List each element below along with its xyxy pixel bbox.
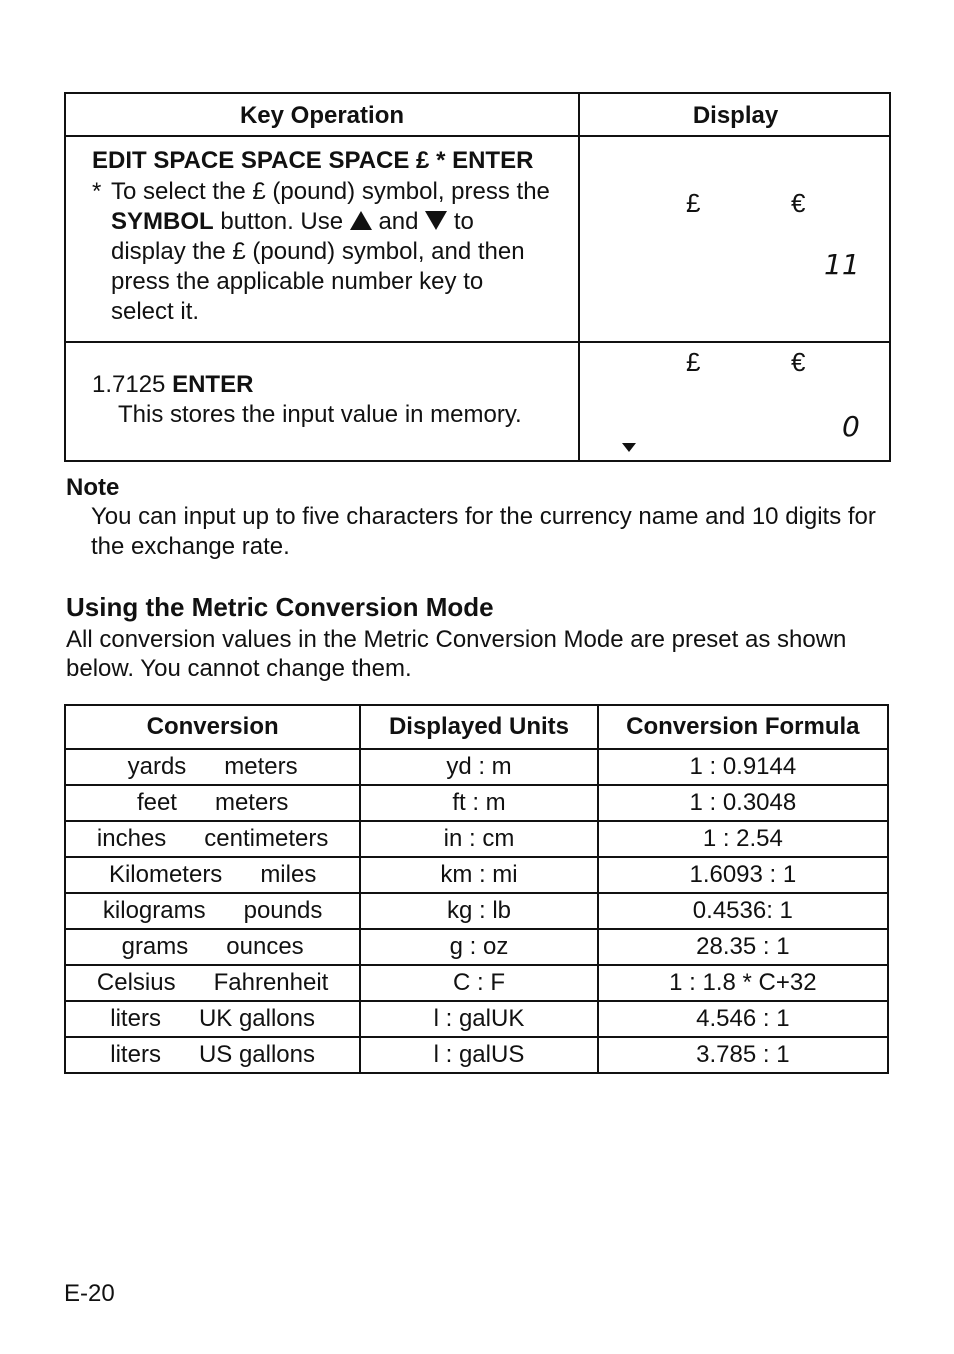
formula-cell: 1.6093 : 1	[598, 857, 888, 893]
section-text-line-1: All conversion values in the Metric Conversion Mode are preset as shown	[66, 626, 847, 653]
row-divider	[66, 341, 889, 343]
header-key-operation: Key Operation	[239, 102, 405, 129]
note-line-4: press the applicable number key to	[111, 268, 484, 295]
unit-from: Kilometers	[108, 861, 223, 888]
note-line-1: To select the £ (pound) symbol, press the	[111, 178, 550, 205]
unit-from: liters	[110, 1005, 161, 1032]
edit-command: EDIT SPACE SPACE SPACE £ * ENTER	[92, 147, 534, 174]
units-cell: g : oz	[360, 929, 597, 965]
units-cell: l : galUS	[360, 1037, 597, 1073]
table-row	[65, 857, 888, 893]
note-star: *	[92, 178, 102, 205]
unit-from: Celsius	[96, 969, 176, 996]
down-arrow-icon	[425, 211, 447, 230]
symbol-key-label: SYMBOL	[111, 208, 214, 235]
input-value-line	[92, 370, 253, 400]
formula-cell: 3.785 : 1	[598, 1037, 888, 1073]
table-row	[65, 965, 888, 1001]
indicator-arrow-icon	[622, 443, 636, 452]
table-row	[65, 1001, 888, 1037]
display-value: 11	[824, 248, 860, 281]
units-cell: km : mi	[360, 857, 597, 893]
conversion-cell	[65, 1037, 360, 1073]
metric-conversion-table	[64, 704, 889, 1074]
units-cell: kg : lb	[360, 893, 597, 929]
note-line-2: the exchange rate.	[91, 533, 290, 560]
note-line-1: You can input up to five characters for the currency name and 10 digits for	[91, 503, 876, 530]
formula-cell: 28.35 : 1	[598, 929, 888, 965]
formula-cell: 1 : 0.3048	[598, 785, 888, 821]
unit-from: kilograms	[102, 897, 206, 924]
unit-to: miles	[260, 861, 317, 888]
formula-cell: 1 : 0.9144	[598, 749, 888, 785]
up-arrow-icon	[350, 211, 372, 230]
conversion-cell	[65, 749, 360, 785]
table-row	[65, 785, 888, 821]
display-euro-symbol: €	[791, 347, 806, 377]
conversion-cell	[65, 965, 360, 1001]
table-row	[65, 821, 888, 857]
display-euro-symbol: €	[791, 188, 806, 218]
note-text-and: and	[378, 208, 419, 235]
unit-to: pounds	[243, 897, 323, 924]
note-line-2	[111, 207, 474, 237]
note-line-5: select it.	[111, 298, 200, 325]
table-header-row	[65, 705, 888, 749]
header-displayed-units: Displayed Units	[360, 705, 597, 749]
display-value: 0	[842, 410, 860, 443]
formula-cell: 1 : 1.8 * C+32	[598, 965, 888, 1001]
formula-cell: 0.4536: 1	[598, 893, 888, 929]
units-cell: C : F	[360, 965, 597, 1001]
table-row	[65, 749, 888, 785]
units-cell: in : cm	[360, 821, 597, 857]
note-line-3: display the £ (pound) symbol, and then	[111, 238, 525, 265]
unit-to: ounces	[226, 933, 304, 960]
section-text-line-2: below. You cannot change them.	[66, 655, 412, 682]
table-row	[65, 893, 888, 929]
unit-from: inches	[96, 825, 167, 852]
conversion-cell	[65, 1001, 360, 1037]
column-divider	[578, 94, 580, 460]
display-pound-symbol: £	[686, 188, 701, 218]
unit-from: liters	[110, 1041, 161, 1068]
unit-to: UK gallons	[198, 1005, 315, 1032]
unit-from: grams	[121, 933, 189, 960]
units-cell: l : galUK	[360, 1001, 597, 1037]
enter-key-label: ENTER	[172, 371, 254, 398]
header-divider	[66, 135, 889, 137]
conversion-cell	[65, 929, 360, 965]
header-conversion: Conversion	[65, 705, 360, 749]
conversion-cell	[65, 821, 360, 857]
display-pound-symbol: £	[686, 347, 701, 377]
unit-from: feet	[136, 789, 177, 816]
note-title: Note	[66, 474, 120, 501]
section-heading: Using the Metric Conversion Mode	[66, 592, 494, 622]
header-conversion-formula: Conversion Formula	[598, 705, 888, 749]
conversion-cell	[65, 857, 360, 893]
unit-to: meters	[224, 753, 298, 780]
note-text-use: button. Use	[213, 208, 344, 235]
unit-to: US gallons	[198, 1041, 315, 1068]
conversion-cell	[65, 785, 360, 821]
formula-cell: 4.546 : 1	[598, 1001, 888, 1037]
unit-to: centimeters	[204, 825, 329, 852]
table-row	[65, 929, 888, 965]
note-text-to: to	[453, 208, 474, 235]
store-description: This stores the input value in memory.	[118, 401, 522, 428]
table-row	[65, 1037, 888, 1073]
units-cell: ft : m	[360, 785, 597, 821]
unit-to: Fahrenheit	[213, 969, 329, 996]
page-number: E-20	[64, 1280, 115, 1307]
conversion-cell	[65, 893, 360, 929]
unit-from: yards	[127, 753, 187, 780]
header-display: Display	[692, 102, 779, 129]
formula-cell: 1 : 2.54	[598, 821, 888, 857]
input-value: 1.7125	[92, 371, 166, 398]
units-cell: yd : m	[360, 749, 597, 785]
key-operation-table	[64, 92, 891, 462]
unit-to: meters	[214, 789, 289, 816]
